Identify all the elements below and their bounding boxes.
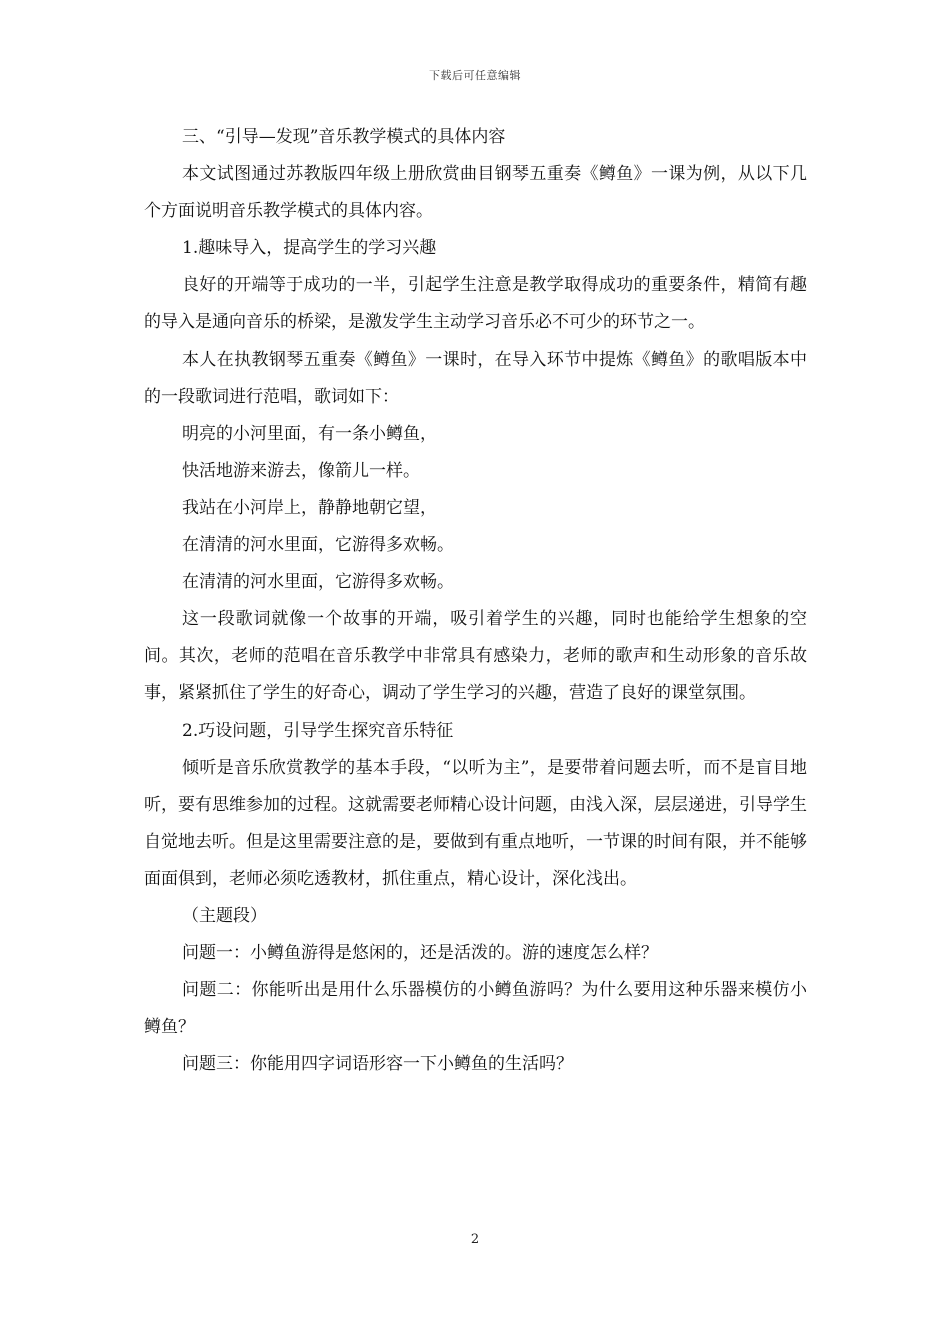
paragraph: 良好的开端等于成功的一半，引起学生注意是教学取得成功的重要条件，精简有趣的导入是通向音乐的桥梁，是激发学生主动学习音乐必不可少的环节之一。 xyxy=(144,275,807,333)
subsection-heading: 2.巧设问题，引导学生探究音乐特征 xyxy=(182,720,454,741)
lyric-line: 在清清的河水里面，它游得多欢畅。 xyxy=(182,535,454,556)
paragraph: 本人在执教钢琴五重奏《鳟鱼》一课时，在导入环节中提炼《鳟鱼》的歌唱版本中的一段歌词进行范唱，歌词如下： xyxy=(144,349,807,407)
section-heading: 三、“引导—发现”音乐教学模式的具体内容 xyxy=(182,127,506,147)
question-item: 问题二：你能听出是用什么乐器模仿的小鳟鱼游吗？为什么要用这种乐器来模仿小鳟鱼？ xyxy=(144,980,807,1038)
paragraph: 本文试图通过苏教版四年级上册欣赏曲目钢琴五重奏《鳟鱼》一课为例，从以下几个方面说明音乐教学模式的具体内容。 xyxy=(144,164,807,222)
question-item: 问题三：你能用四字词语形容一下小鳟鱼的生活吗？ xyxy=(182,1054,573,1075)
lyric-line: 明亮的小河里面，有一条小鳟鱼， xyxy=(182,423,437,444)
page-header: 下载后可任意编辑 xyxy=(429,69,521,82)
lyric-line: 快活地游来游去，像箭儿一样。 xyxy=(182,460,420,481)
paragraph: 倾听是音乐欣赏教学的基本手段，“以听为主”，是要带着问题去听，而不是盲目地听，要有思维参加的过程。这就需要老师精心设计问题，由浅入深，层层递进，引导学生自觉地去听。但是这里需要注意的是，要做到有重点地听，一节课的时间有限，并不能够面面俱到，老师必须吃透教材，抓住重点，精心设计，深化浅出。 xyxy=(144,757,807,889)
page-number: 2 xyxy=(470,1232,480,1247)
paragraph: 这一段歌词就像一个故事的开端，吸引着学生的兴趣，同时也能给学生想象的空间。其次，老师的范唱在音乐教学中非常具有感染力，老师的歌声和生动形象的音乐故事，紧紧抓住了学生的好奇心，调动了学生学习的兴趣，营造了良好的课堂氛围。 xyxy=(144,609,807,704)
lyric-line: 我站在小河岸上，静静地朝它望， xyxy=(182,497,437,518)
subsection-heading: 1.趣味导入，提高学生的学习兴趣 xyxy=(182,238,437,259)
question-item: 问题一：小鳟鱼游得是悠闲的，还是活泼的。游的速度怎么样？ xyxy=(182,943,658,964)
theme-label: （主题段） xyxy=(182,905,267,926)
lyric-line: 在清清的河水里面，它游得多欢畅。 xyxy=(182,572,454,593)
document-body xyxy=(144,119,807,1083)
